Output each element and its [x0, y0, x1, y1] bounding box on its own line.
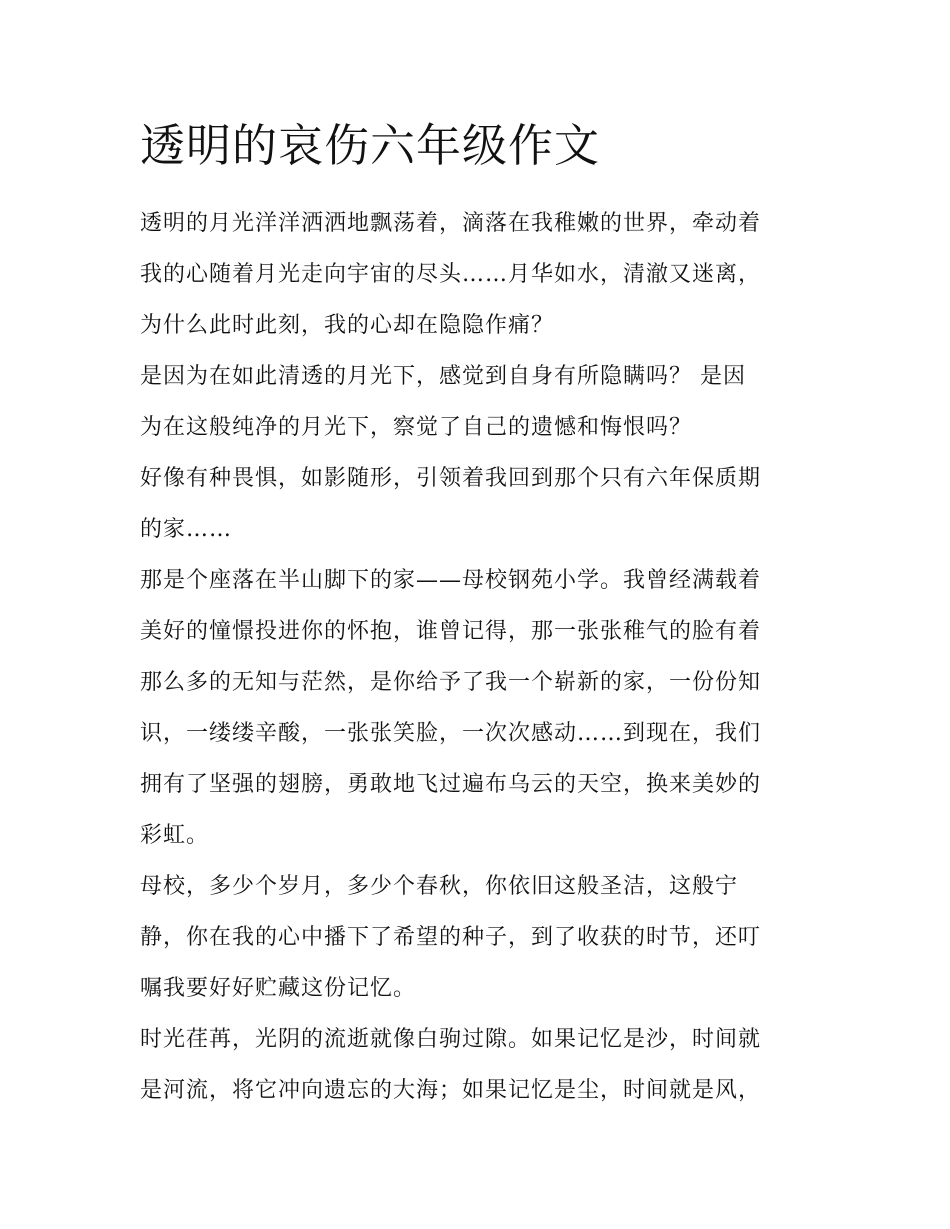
- document-title: 透明的哀伤六年级作文: [140, 119, 601, 172]
- text-line: 嘱我要好好贮藏这份记忆。: [140, 976, 417, 1001]
- text-line: 那是个座落在半山脚下的家——母校钢苑小学。我曾经满载着: [140, 568, 762, 593]
- text-line: 为什么此时此刻，我的心却在隐隐作痛？: [140, 313, 555, 338]
- text-line: 拥有了坚强的翅膀，勇敢地飞过遍布乌云的天空，换来美妙的: [140, 772, 762, 797]
- text-line: 是河流，将它冲向遗忘的大海；如果记忆是尘，时间就是风，: [140, 1078, 762, 1103]
- text-line: 时光荏苒，光阴的流逝就像白驹过隙。如果记忆是沙，时间就: [140, 1027, 762, 1052]
- text-line: 那么多的无知与茫然，是你给予了我一个崭新的家，一份份知: [140, 670, 762, 695]
- text-line: 是因为在如此清透的月光下，感觉到自身有所隐瞒吗？ 是因: [140, 364, 746, 389]
- text-line: 美好的憧憬投进你的怀抱，谁曾记得，那一张张稚气的脸有着: [140, 619, 762, 644]
- text-line: 的家……: [140, 517, 233, 542]
- text-line: 识，一缕缕辛酸，一张张笑脸，一次次感动……到现在，我们: [140, 721, 762, 746]
- document-body: [140, 198, 816, 1116]
- text-line: 透明的月光洋洋洒洒地飘荡着，滴落在我稚嫩的世界，牵动着: [140, 211, 762, 236]
- text-line: 彩虹。: [140, 823, 210, 848]
- text-line: 为在这般纯净的月光下，察觉了自己的遗憾和悔恨吗？: [140, 415, 693, 440]
- text-line: 静，你在我的心中播下了希望的种子，到了收获的时节，还叮: [140, 925, 762, 950]
- text-line: 好像有种畏惧，如影随形，引领着我回到那个只有六年保质期: [140, 466, 762, 491]
- text-line: 母校，多少个岁月，多少个春秋，你依旧这般圣洁，这般宁: [140, 874, 739, 899]
- text-line: 我的心随着月光走向宇宙的尽头……月华如水，清澈又迷离，: [140, 262, 762, 287]
